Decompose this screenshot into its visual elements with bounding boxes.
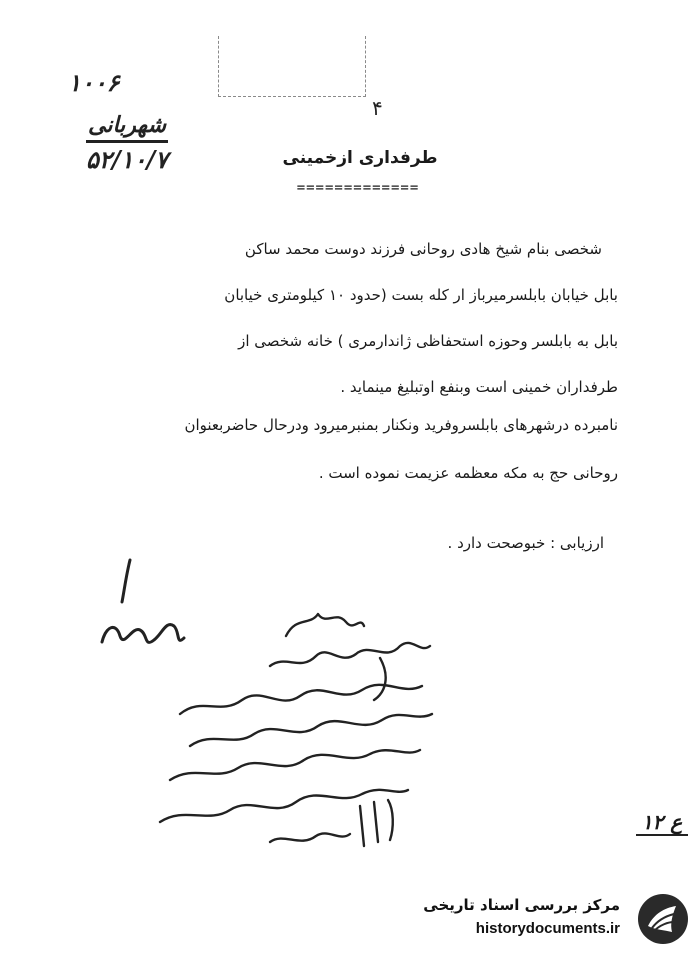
body-line-1: شخصی بنام شیخ هادی روحانی فرزند دوست محمد ساکن (244, 240, 602, 258)
document-title: طرفداری ازخمینی (282, 148, 438, 168)
archive-name: مرکز بررسی اسناد تاریخی (423, 896, 620, 914)
stamp-box (218, 36, 366, 97)
book-icon (636, 892, 690, 946)
body-line-5: نامبرده درشهرهای بابلسروفرید ونکنار بمنبرمیرود ودرحال حاضربعنوان (184, 416, 618, 434)
handwritten-signature-note (150, 596, 450, 866)
margin-note: ۱۲ ع (636, 810, 688, 836)
handwritten-city-note: شهربانی (88, 112, 166, 138)
body-line-3: بابل به بابلسر وحوزه استحفاظی ژاندارمری ) خانه شخصی از (238, 332, 618, 350)
page-mark: ۴ (372, 96, 383, 120)
title-divider: ============= (296, 180, 420, 196)
body-line-4: طرفداران خمینی است وبنفع اوتبلیغ مینماید . (340, 378, 618, 396)
body-line-2: بابل خیابان بابلسرمیرباز ار کله بست (حدود ۱۰ کیلومتری خیابان (224, 286, 618, 304)
document-number: ۱۰۰۶ (68, 68, 120, 97)
handwritten-date: ۵۲/۱۰/۷ (86, 140, 168, 174)
body-line-6: روحانی حج به مکه معظمه عزیمت نموده است . (318, 464, 618, 482)
assessment-line: ارزیابی : خبوصحت دارد . (447, 534, 604, 552)
archive-watermark-logo (406, 890, 696, 948)
archive-url: historydocuments.ir (475, 920, 620, 937)
